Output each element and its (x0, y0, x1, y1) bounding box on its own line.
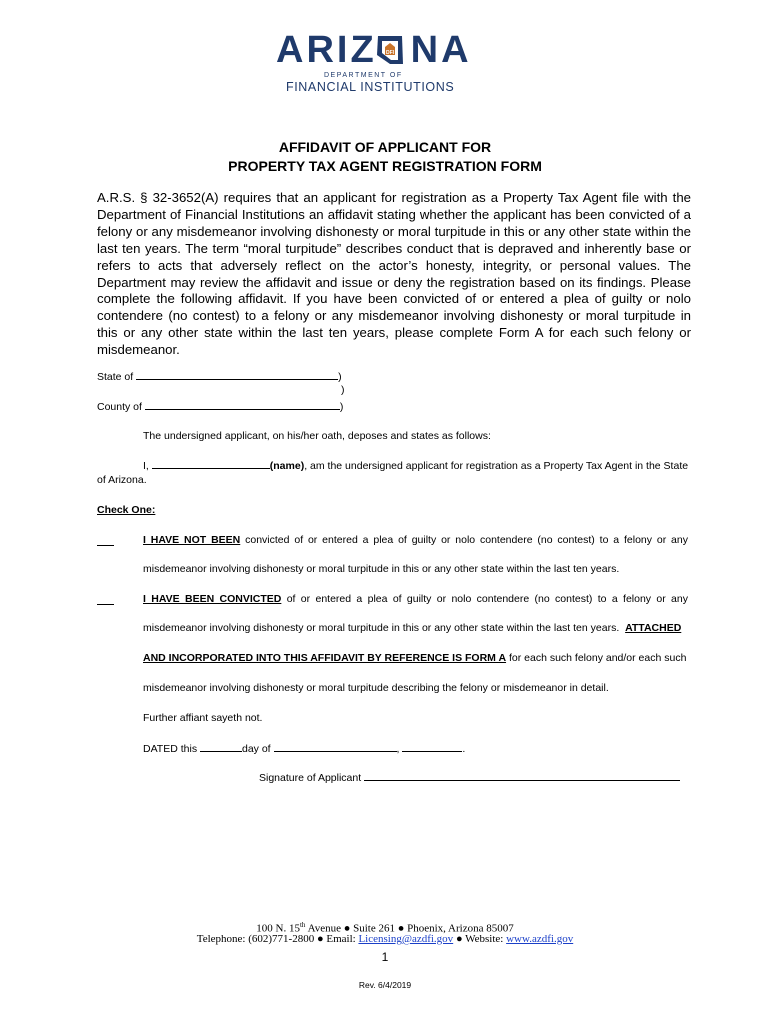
option-convicted-line2: misdemeanor involving dishonesty or moral turpitude in this or any other state within the last ten years. ATTACHED (143, 622, 682, 634)
footer-contact: Telephone: (602)771-2800 ● Email: Licensing@azdfi.gov ● Website: www.azdfi.gov (196, 933, 574, 945)
option-convicted-line4: misdemeanor involving dishonesty or moral turpitude describing the felony or misdemeanor in detail. (143, 682, 609, 694)
identity-line2: of Arizona. (97, 474, 147, 486)
oath-statement: The undersigned applicant, on his/her oath, deposes and states as follows: (143, 430, 491, 442)
dated-line: DATED this day of , . (143, 743, 466, 755)
revision-date: Rev. 6/4/2019 (358, 980, 412, 990)
page-number: 1 (381, 950, 389, 964)
convicted-checkbox[interactable] (97, 604, 114, 605)
footer-address: 100 N. 15th Avenue ● Suite 261 ● Phoenix, Arizona 85007 (256, 921, 514, 935)
option-not-convicted-line1: I HAVE NOT BEEN convicted of or entered a plea of guilty or nolo contendere (no contest) to a felony or any (143, 534, 688, 546)
venue-paren: ) (341, 384, 345, 396)
month-field[interactable] (274, 741, 397, 752)
not-convicted-checkbox[interactable] (97, 545, 114, 546)
convicted-label: I HAVE BEEN CONVICTED (143, 593, 282, 605)
signature-line (259, 770, 680, 785)
email-link[interactable]: Licensing@azdfi.gov (358, 933, 454, 945)
logo-financial-institutions: FINANCIAL INSTITUTIONS (286, 80, 455, 94)
signature-label: Signature of Applicant (259, 772, 362, 784)
attached-label: ATTACHED (625, 622, 682, 634)
form-title-line1: AFFIDAVIT OF APPLICANT FOR (278, 139, 492, 155)
state-field[interactable] (136, 369, 338, 380)
website-link[interactable]: www.azdfi.gov (506, 933, 574, 945)
arizona-state-icon (374, 33, 406, 67)
not-convicted-label: I HAVE NOT BEEN (143, 534, 241, 546)
name-label: (name) (269, 460, 305, 472)
day-field[interactable] (200, 741, 242, 752)
county-field[interactable] (145, 399, 340, 410)
county-label: County of (97, 401, 142, 413)
intro-paragraph: A.R.S. § 32-3652(A) requires that an applicant for registration as a Property Tax Agent file with the Department of Financial Institutions an affidavit stating whether the applicant has been convicted of a felony or any misdemeanor involving dishonesty or moral turpitude in this or any other state within the last ten years. The term “moral turpitude” describes conduct that is depraved and inherently base or refers to acts that adversely reflect on the actor’s honesty, integrity, or personal values. The Department may review the affidavit and issue or deny the registration based on its findings. Please complete the following affidavit. If you have been convicted of or entered a plea of guilty or nolo contendere (no contest) to a felony or any misdemeanor involving dishonesty or moral turpitude in this or any other state within the last ten years, please complete Form A for each such felony or misdemeanor. (97, 190, 691, 358)
logo-department-of: DEPARTMENT OF (324, 72, 403, 79)
identity-line: I, (name), am the undersigned applicant for registration as a Property Tax Agent in the State (143, 460, 689, 472)
option-not-convicted-line2: misdemeanor involving dishonesty or moral turpitude in this or any other state within the last ten years. (143, 563, 620, 575)
check-one-heading: Check One: (97, 504, 156, 516)
option-convicted-line1: I HAVE BEEN CONVICTED of or entered a plea of guilty or nolo contendere (no contest) to a felony or any (143, 593, 688, 605)
venue-county: County of ) (97, 401, 344, 413)
logo-word-left: ARIZ (276, 29, 377, 71)
logo-word-right: NA (410, 29, 472, 71)
signature-field[interactable] (364, 770, 680, 781)
agency-logo (276, 29, 472, 100)
further-statement: Further affiant sayeth not. (143, 712, 263, 724)
state-label: State of (97, 371, 134, 383)
logo-mark-text: DFI (385, 50, 395, 56)
form-title-line2: PROPERTY TAX AGENT REGISTRATION FORM (228, 158, 542, 174)
applicant-name-field[interactable] (152, 458, 270, 469)
venue-state: State of ) (97, 371, 342, 383)
option-convicted-line3: AND INCORPORATED INTO THIS AFFIDAVIT BY REFERENCE IS FORM A for each such felony and/or each such (143, 652, 687, 664)
dated-label: DATED this (143, 743, 198, 755)
year-field[interactable] (402, 741, 462, 752)
